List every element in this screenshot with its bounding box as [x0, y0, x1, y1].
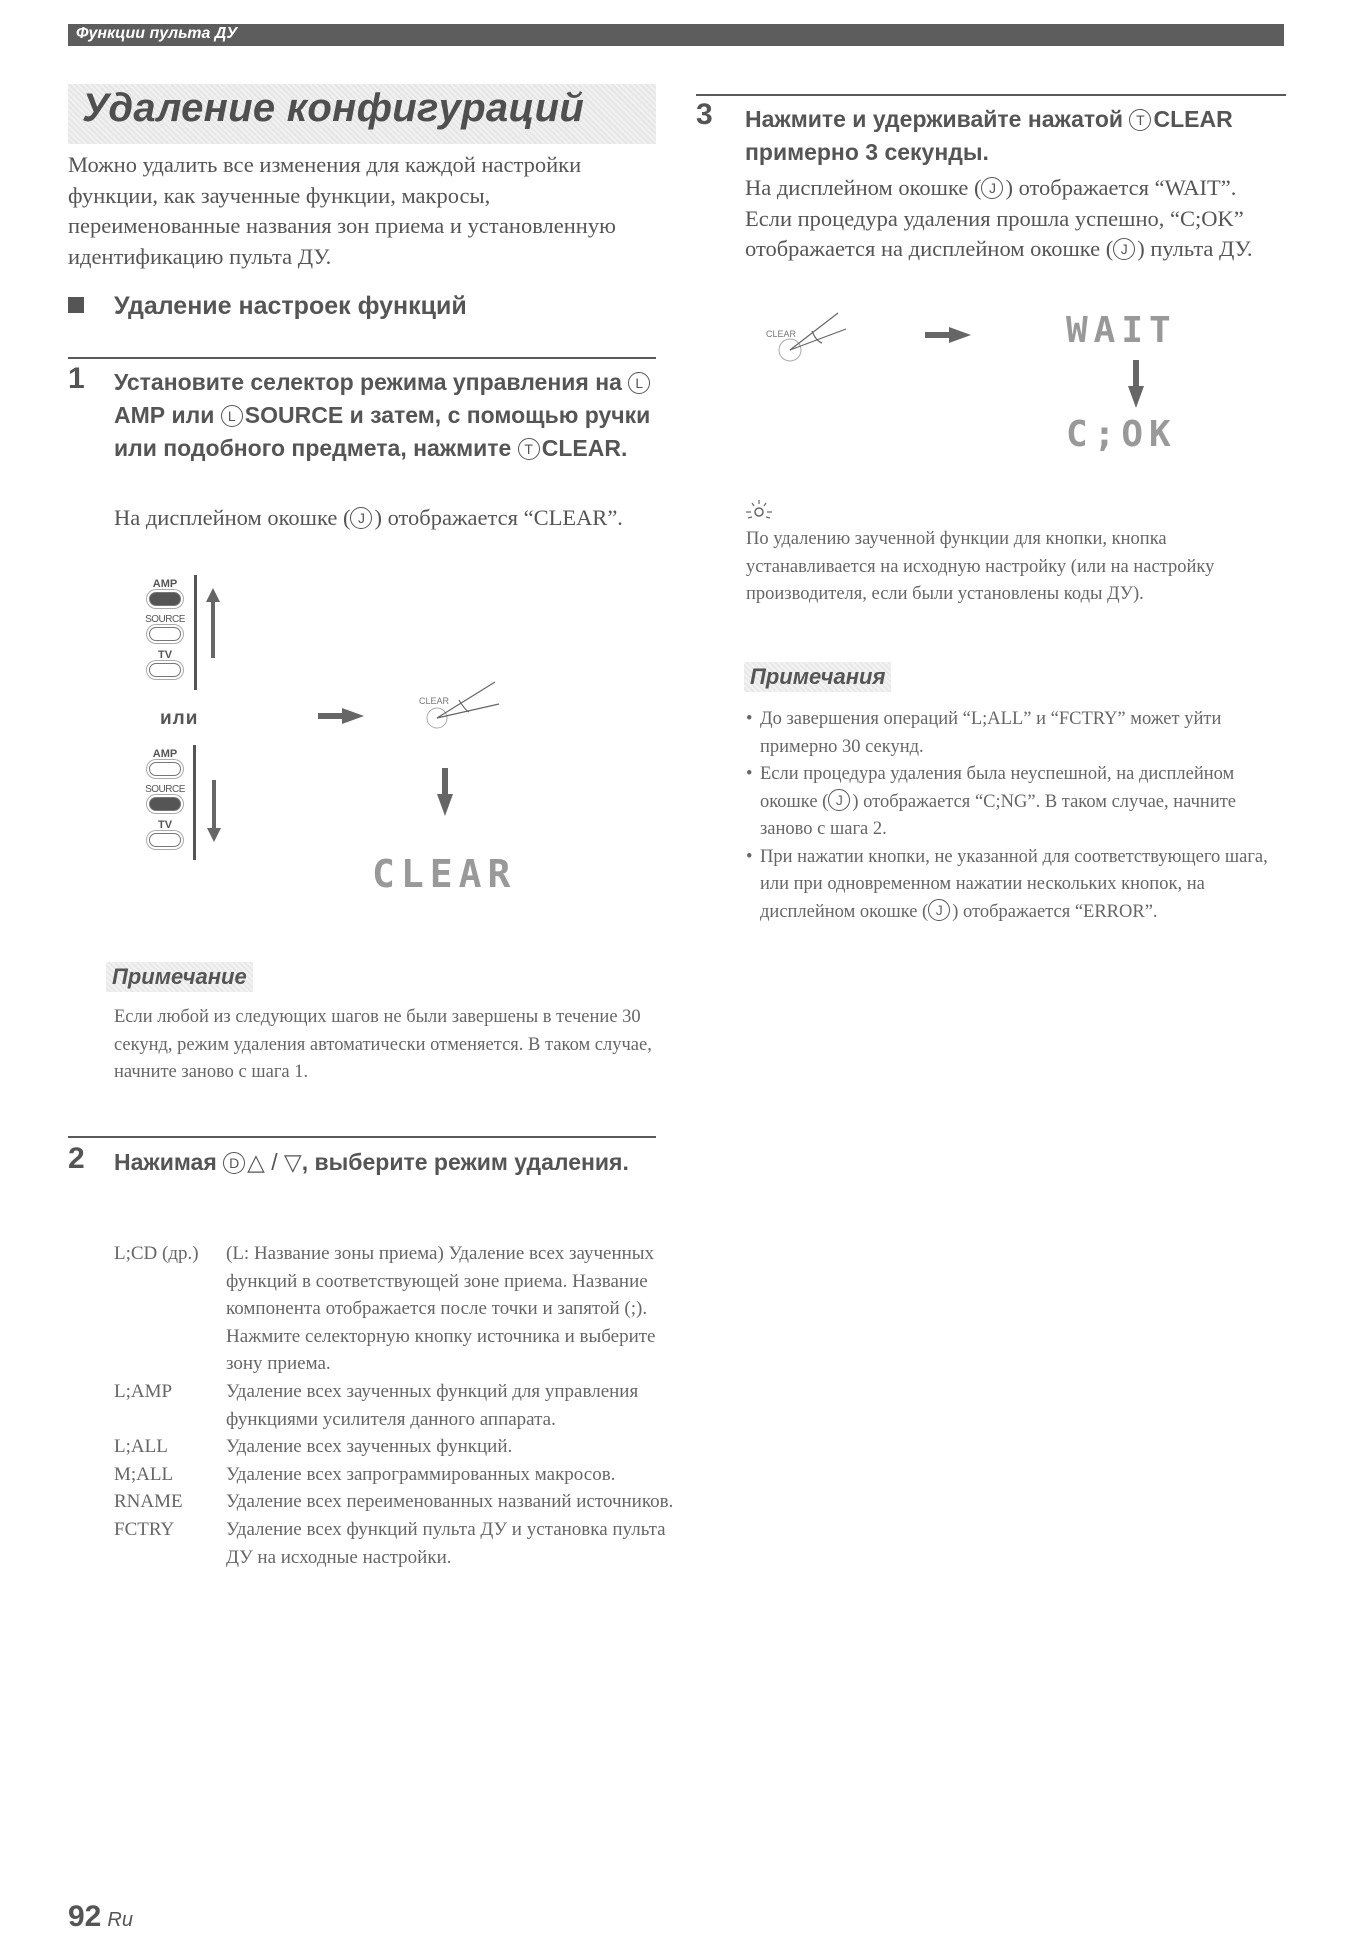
square-bullet-icon: [68, 297, 84, 313]
note-text: Если любой из следующих шагов не были завершены в течение 30 секунд, режим удаления автоматически отменяется. В таком случае, начните заново с шага 1.: [114, 1007, 652, 1082]
subheading: [68, 292, 467, 321]
pen-pressing-clear-icon: [760, 305, 850, 365]
arrow-down-icon: [207, 780, 221, 842]
remote-selector-source: AMP SOURCE TV: [120, 748, 210, 855]
step3-body: На дисплейном окошке ( J ) отображается “WAIT”. Если процедура удаления прошла успешно, “C;OK” отображается на дисплейном окошке ( J ) пульта ДУ.: [745, 175, 1253, 261]
mode-item: L;CD (др.) (L: Название зоны приема) Удаление всех заученных функций в соответствующей зоне приема. Название компонента отображается после точки и запятой (;). Нажмите селекторную кнопку источника и выберите зону приема.: [114, 1243, 656, 1375]
page-title-box: [68, 84, 656, 144]
step3-number: 3: [696, 98, 713, 131]
ref-J-icon: J: [828, 789, 850, 811]
ref-J-icon: J: [981, 177, 1003, 199]
lcd-display-wait: WAIT: [1066, 310, 1177, 351]
ref-L-icon: L: [221, 405, 243, 427]
source-mode-button: [149, 797, 181, 811]
step2-heading: Нажимая D △ / ▽, выберите режим удаления.: [114, 1149, 629, 1175]
step3-heading: Нажмите и удерживайте нажатой T CLEAR примерно 3 секунды.: [745, 106, 1233, 165]
step1-body: На дисплейном окошке ( J ) отображается “CLEAR”.: [114, 505, 623, 530]
lcd-display-ok: C;OK: [1066, 414, 1177, 455]
page-footer: [68, 1900, 133, 1934]
arrow-up-icon: [206, 588, 220, 658]
step1-divider: [68, 357, 656, 359]
arrow-down-icon: [1128, 360, 1144, 408]
note-label: Примечание: [106, 962, 253, 992]
notes-label: Примечания: [744, 662, 891, 692]
deletion-mode-list: [114, 1240, 674, 1571]
ref-L-icon: L: [628, 372, 650, 394]
arrow-down-icon: [437, 768, 453, 816]
svg-text:CLEAR: CLEAR: [766, 329, 797, 339]
remote-selector-amp: AMP SOURCE TV: [120, 578, 210, 685]
amp-mode-button: [149, 762, 181, 776]
mode-item: L;AMP Удаление всех заученных функций для управления функциями усилителя данного аппарата.: [114, 1380, 639, 1430]
amp-mode-button: [149, 592, 181, 606]
page-title: Удаление конфигураций: [82, 86, 585, 130]
svg-text:CLEAR: CLEAR: [419, 696, 450, 706]
subheading-text: Удаление настроек функций: [114, 292, 467, 320]
step1-number: 1: [68, 362, 85, 395]
note-item: • Если процедура удаления была неуспешной, на дисплейном окошке ( J ) отображается “C;NG”. В таком случае, начните заново с шага 2.: [746, 761, 1286, 844]
mode-item: FCTRY Удаление всех функций пульта ДУ и установка пульта ДУ на исходные настройки.: [114, 1518, 666, 1568]
tv-mode-button: [149, 833, 181, 847]
language-code: Ru: [107, 1909, 133, 1931]
lightbulb-icon: [744, 498, 774, 522]
ref-T-icon: T: [1129, 109, 1151, 131]
selector-edge-line: [194, 575, 197, 690]
mode-item: M;ALL Удаление всех запрограммированных макросов.: [114, 1463, 616, 1485]
ref-T-icon: T: [518, 438, 540, 460]
page-number: 92: [68, 1900, 102, 1933]
ref-D-icon: D: [223, 1152, 245, 1174]
mode-item: RNAME Удаление всех переименованных названий источников.: [114, 1491, 674, 1513]
lcd-display-clear: CLEAR: [372, 852, 517, 896]
step1-heading: Установите селектор режима управления на LAMP или L SOURCE и затем, с помощью ручки или подобного предмета, нажмите T CLEAR.: [114, 369, 651, 461]
section-header-bar: [68, 24, 1284, 46]
ref-J-icon: J: [1113, 238, 1135, 260]
note-item: • При нажатии кнопки, не указанной для соответствующего шага, или при одновременном нажатии нескольких кнопок, на дисплейном окошке ( J ) отображается “ERROR”.: [746, 844, 1286, 927]
ref-J-icon: J: [350, 507, 372, 529]
step3-divider: [696, 94, 1286, 96]
step2-number: 2: [68, 1142, 85, 1175]
mode-item: L;ALL Удаление всех заученных функций.: [114, 1436, 513, 1458]
tv-mode-button: [149, 663, 181, 677]
notes-list: [746, 706, 1286, 926]
pen-pressing-clear-icon: [415, 670, 505, 730]
arrow-right-icon: [318, 708, 364, 724]
note-item: • До завершения операций “L;ALL” и “FCTRY” может уйти примерно 30 секунд.: [746, 706, 1286, 761]
tip-text: По удалению заученной функции для кнопки, кнопка устанавливается на исходную настройку (или на настройку производителя, если были установлены коды ДУ).: [746, 529, 1215, 604]
ref-J-icon: J: [928, 899, 950, 921]
up-down-arrows-icon: △ / ▽: [247, 1149, 302, 1175]
step2-divider: [68, 1136, 656, 1138]
section-title: Функции пульта ДУ: [76, 25, 238, 42]
arrow-right-icon: [925, 327, 971, 343]
source-mode-button: [149, 627, 181, 641]
or-label: или: [160, 708, 199, 729]
selector-edge-line: [193, 745, 196, 860]
intro-paragraph: Можно удалить все изменения для каждой настройки функции, как заученные функции, макросы, переименованные названия зон приема и установленную идентификацию пульта ДУ.: [68, 152, 616, 269]
